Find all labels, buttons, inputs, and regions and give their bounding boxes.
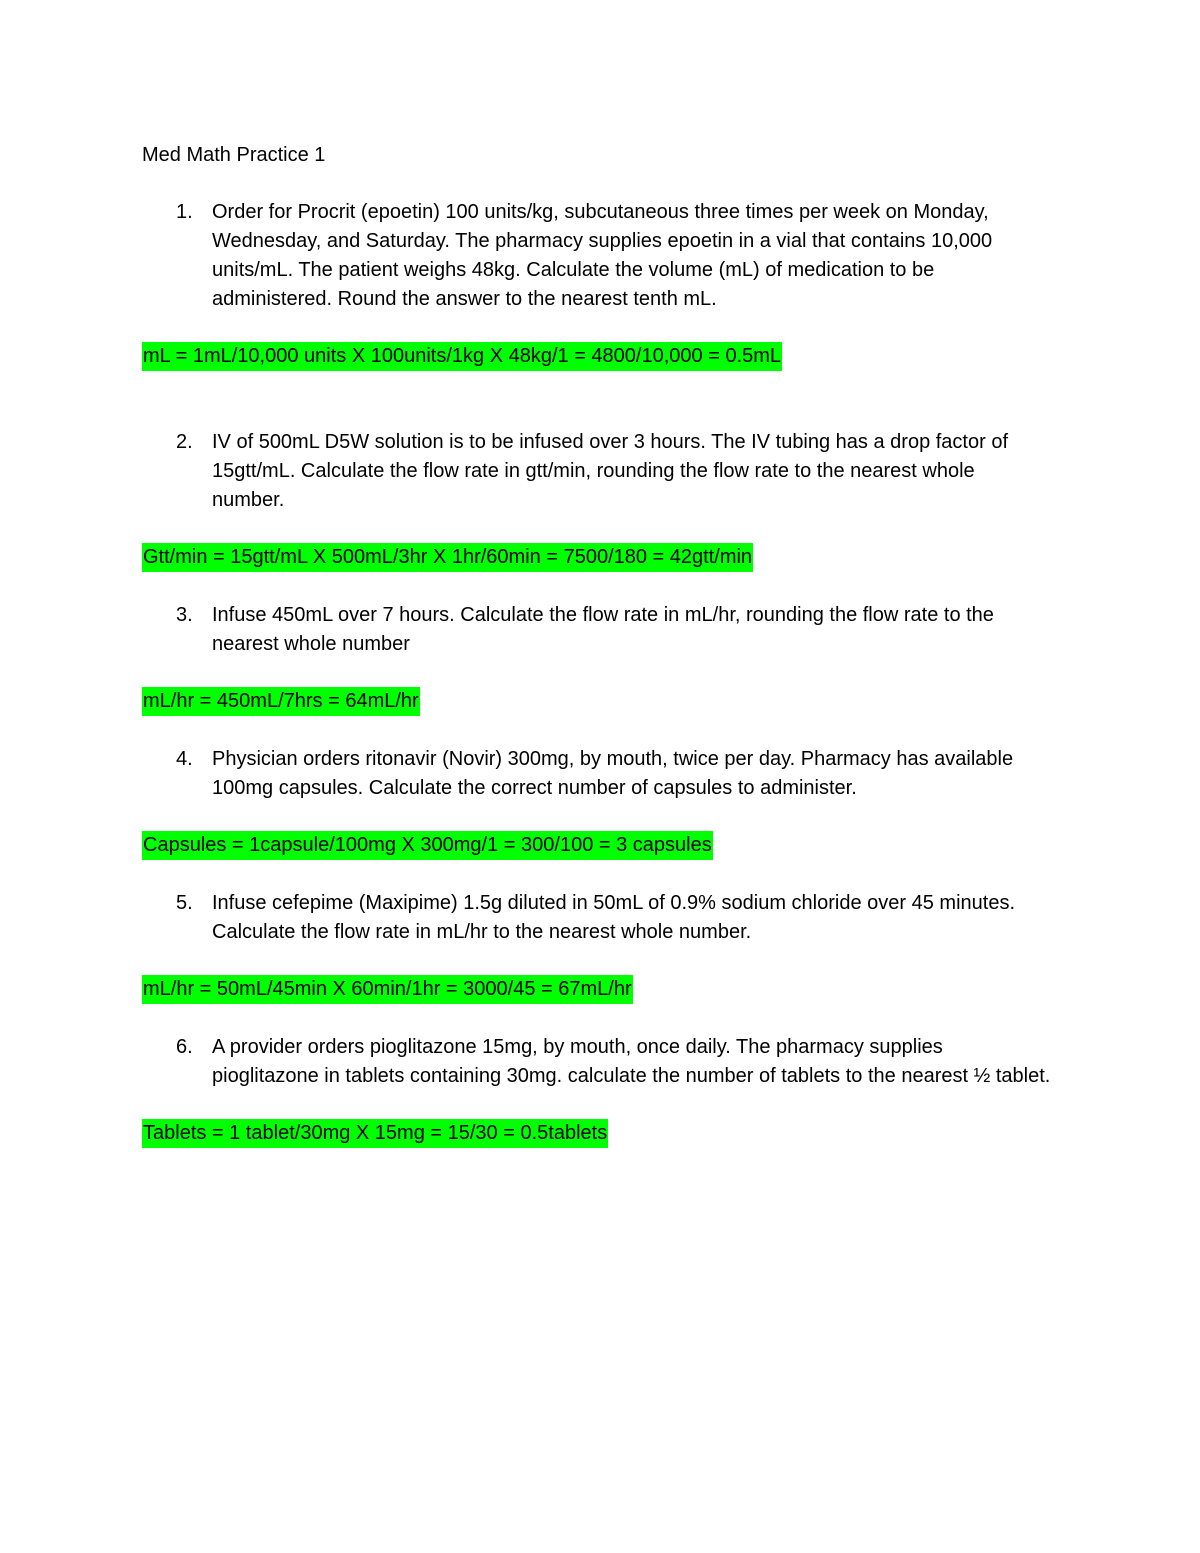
question-item	[142, 601, 1052, 659]
answer-row	[142, 1119, 1052, 1149]
question-text: A provider orders pioglitazone 15mg, by mouth, once daily. The pharmacy supplies pioglitazone in tablets containing 30mg. calculate the number of tablets to the nearest ½ tablet.	[212, 1036, 1051, 1087]
question-number: 5.	[176, 892, 193, 914]
answer-row	[142, 543, 1052, 573]
answer-row	[142, 975, 1052, 1005]
question-item	[142, 889, 1052, 947]
highlighted-answer: mL/hr = 450mL/7hrs = 64mL/hr	[142, 687, 420, 716]
highlighted-answer: Tablets = 1 tablet/30mg X 15mg = 15/30 = 0.5tablets	[142, 1119, 608, 1148]
document-body	[142, 140, 1052, 1177]
answer-row	[142, 831, 1052, 861]
question-number: 1.	[176, 201, 193, 223]
question-text: Order for Procrit (epoetin) 100 units/kg, subcutaneous three times per week on Monday, Wednesday, and Saturday. The pharmacy supplies epoetin in a vial that contains 10,000 units/mL. The patient weighs 48kg. Calculate the volume (mL) of medication to be administered. Round the answer to the nearest tenth mL.	[212, 201, 993, 310]
question-number: 3.	[176, 604, 193, 626]
question-number: 4.	[176, 748, 193, 770]
highlighted-answer: mL/hr = 50mL/45min X 60min/1hr = 3000/45 = 67mL/hr	[142, 975, 633, 1004]
question-item	[142, 1033, 1052, 1091]
answer-row	[142, 687, 1052, 717]
question-item	[142, 428, 1052, 515]
question-text: Infuse cefepime (Maxipime) 1.5g diluted in 50mL of 0.9% sodium chloride over 45 minutes. Calculate the flow rate in mL/hr to the nearest whole number.	[212, 892, 1015, 943]
question-number: 6.	[176, 1036, 193, 1058]
question-text: Physician orders ritonavir (Novir) 300mg, by mouth, twice per day. Pharmacy has available 100mg capsules. Calculate the correct number of capsules to administer.	[212, 748, 1014, 799]
question-number: 2.	[176, 431, 193, 453]
question-text: IV of 500mL D5W solution is to be infused over 3 hours. The IV tubing has a drop factor of 15gtt/mL. Calculate the flow rate in gtt/min, rounding the flow rate to the nearest whole number.	[212, 431, 1009, 511]
highlighted-answer: Capsules = 1capsule/100mg X 300mg/1 = 300/100 = 3 capsules	[142, 831, 713, 860]
question-text: Infuse 450mL over 7 hours. Calculate the flow rate in mL/hr, rounding the flow rate to the nearest whole number	[212, 604, 994, 655]
highlighted-answer: Gtt/min = 15gtt/mL X 500mL/3hr X 1hr/60min = 7500/180 = 42gtt/min	[142, 543, 753, 572]
highlighted-answer: mL = 1mL/10,000 units X 100units/1kg X 48kg/1 = 4800/10,000 = 0.5mL	[142, 342, 782, 371]
answer-row	[142, 342, 1052, 372]
spacer	[142, 400, 1052, 428]
question-item	[142, 198, 1052, 314]
page-title: Med Math Practice 1	[142, 144, 326, 166]
question-item	[142, 745, 1052, 803]
